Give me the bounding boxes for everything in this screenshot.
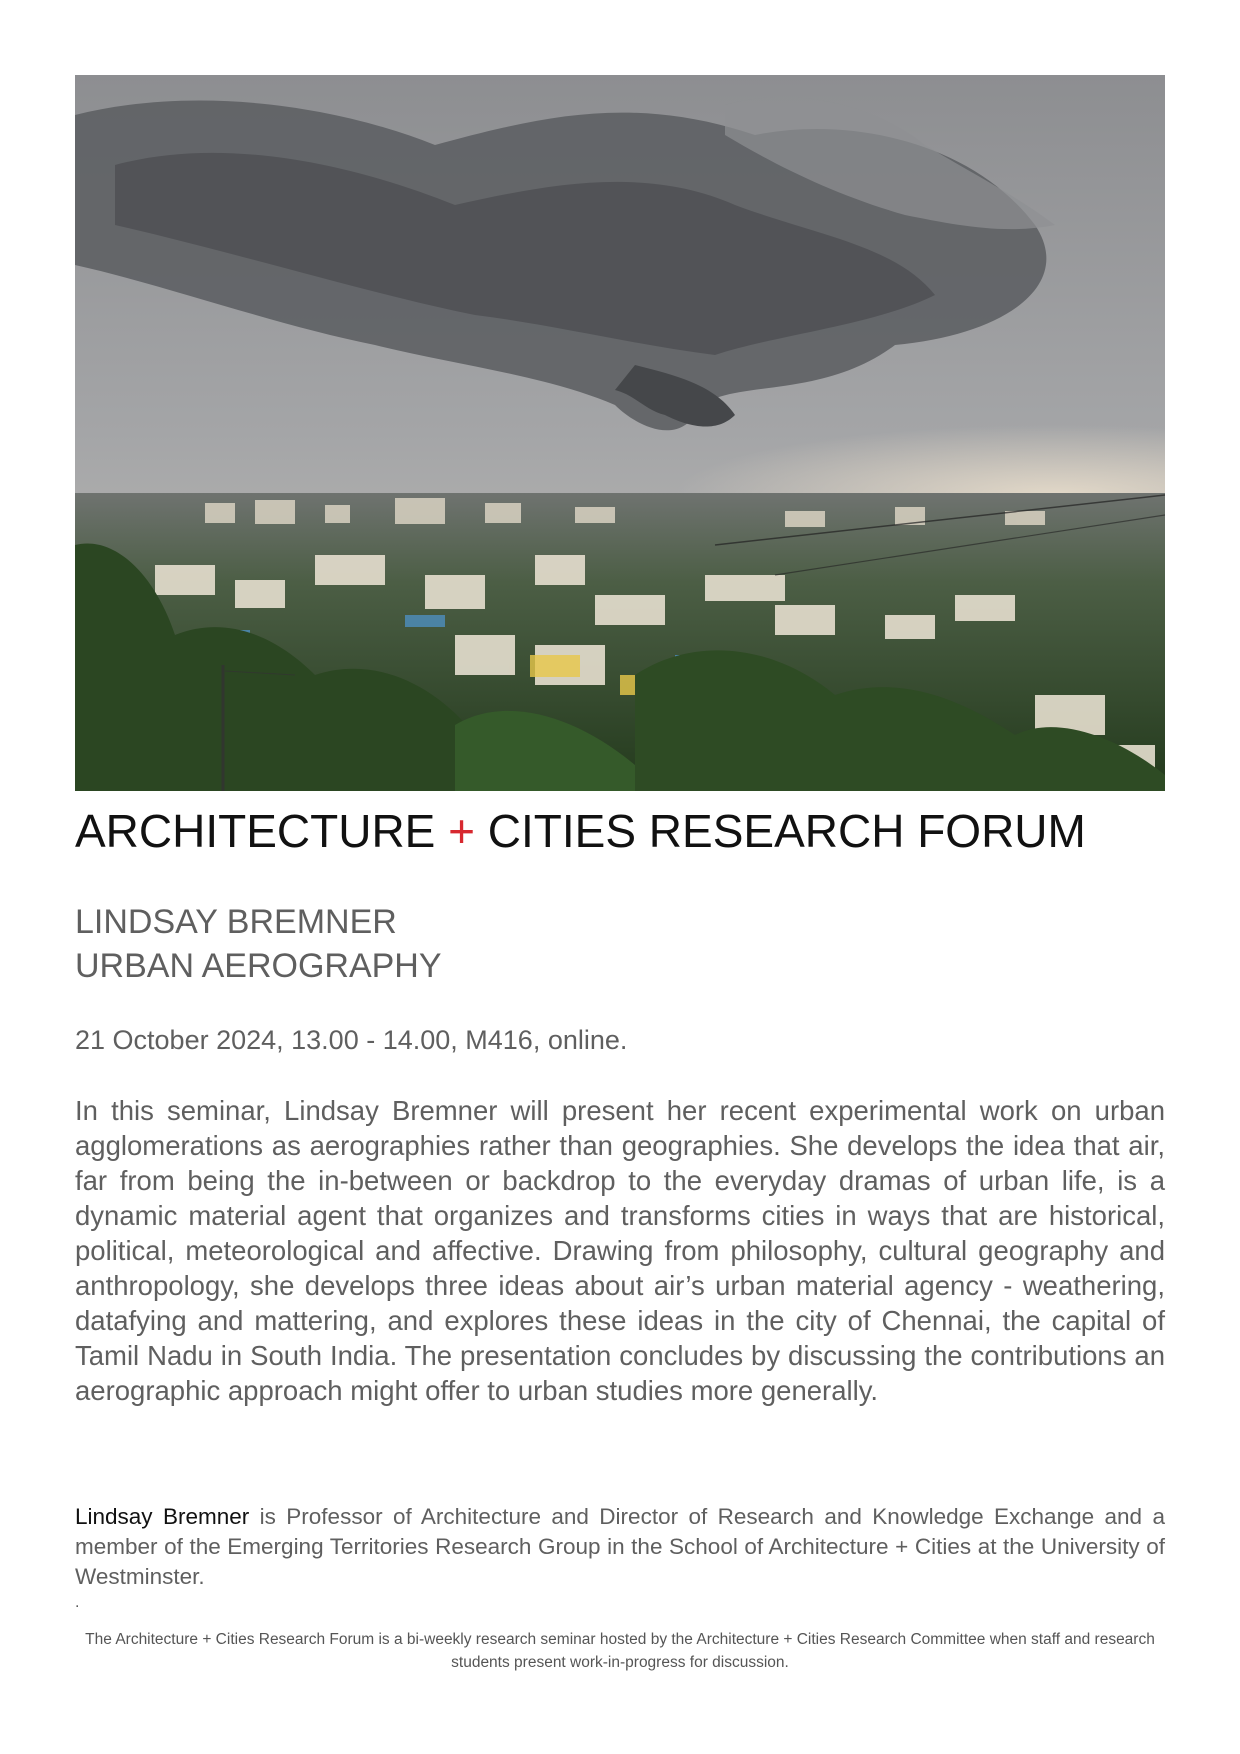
forum-title-part2: CITIES RESEARCH FORUM: [487, 805, 1086, 857]
abstract-paragraph: In this seminar, Lindsay Bremner will present her recent experimental work on urban agglomerations as aerographies rather than geographies. She develops the idea that air, far from being the in-between or backdrop to the everyday dramas of urban life, is a dynamic material agent that organizes and transforms cities in ways that are historical, political, meteorological and affective. Drawing from philosophy, cultural geography and anthropology, she develops three ideas about air’s urban material agency - weathering, datafying and mattering, and explores these ideas in the city of Chennai, the capital of Tamil Nadu in South India. The presentation concludes by discussing the contributions an aerographic approach might offer to urban studies more generally.: [75, 1095, 1165, 1406]
bio-name: Lindsay Bremner: [75, 1504, 250, 1529]
footnote: The Architecture + Cities Research Forum is a bi-weekly research seminar hosted by the Architecture + Cities Research Committee when staff and research students present work-in-progress for discussion.: [85, 1631, 1155, 1671]
speaker-bio: [75, 1502, 1165, 1592]
bio-text: is Professor of Architecture and Director of Research and Knowledge Exchange and a member of the Emerging Territories Research Group in the School of Architecture + Cities at the University of Westminster.: [75, 1504, 1165, 1589]
city-skyline-storm-photo: [75, 75, 1165, 791]
event-info: 21 October 2024, 13.00 - 14.00, M416, online.: [75, 1025, 628, 1055]
forum-title-part1: ARCHITECTURE: [75, 805, 436, 857]
talk-title: URBAN AEROGRAPHY: [75, 947, 442, 985]
forum-title: [75, 803, 1175, 859]
separator-dot: .: [75, 1594, 80, 1611]
speaker-name: LINDSAY BREMNER: [75, 903, 397, 941]
plus-sign: +: [448, 805, 475, 857]
